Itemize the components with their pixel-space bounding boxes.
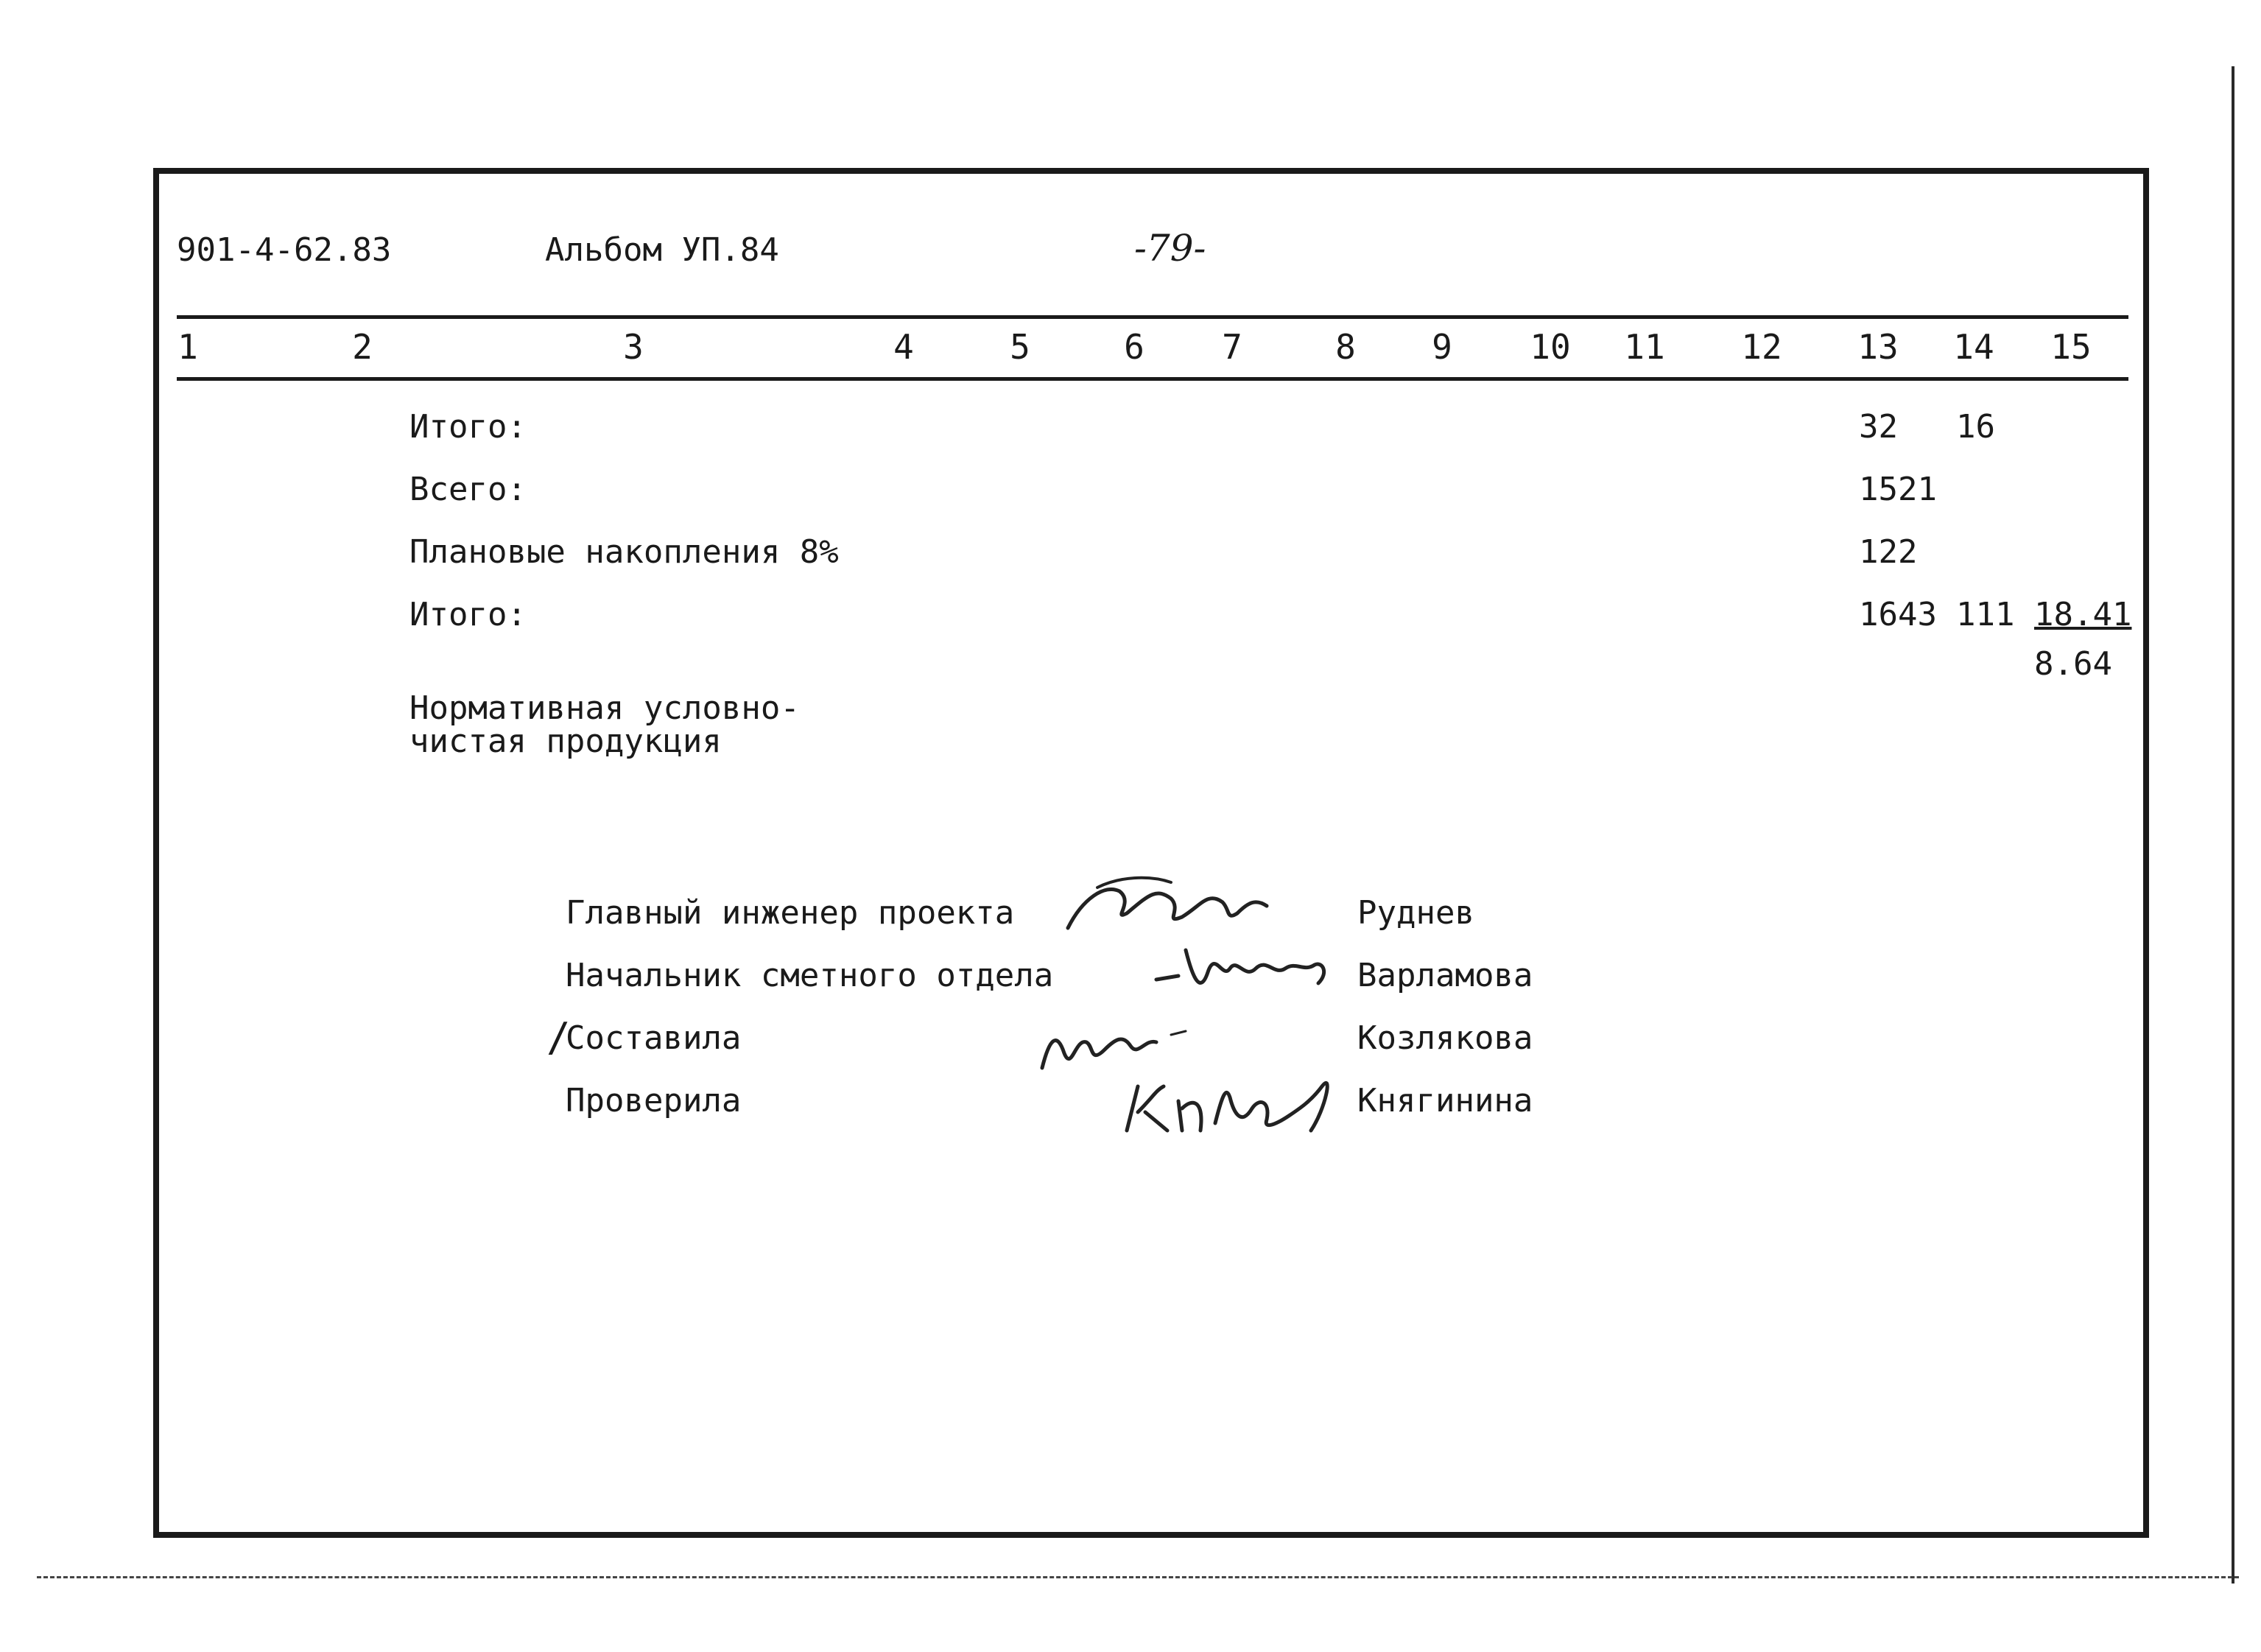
note-line-1: Нормативная условно- bbox=[409, 689, 800, 727]
col-header-5: 5 bbox=[1010, 327, 1030, 367]
col-header-7: 7 bbox=[1222, 327, 1242, 367]
col-header-9: 9 bbox=[1432, 327, 1452, 367]
page-number: -79- bbox=[1134, 227, 1206, 270]
row-value-14: 111 bbox=[1956, 596, 2015, 633]
row-value-13: 32 bbox=[1859, 408, 1898, 446]
col-header-2: 2 bbox=[352, 327, 373, 367]
signature-role: Проверила bbox=[566, 1082, 742, 1120]
row-label: Плановые накопления 8% bbox=[409, 533, 839, 571]
cut-line bbox=[37, 1576, 2239, 1578]
col-header-10: 10 bbox=[1530, 327, 1571, 367]
col-header-15: 15 bbox=[2050, 327, 2092, 367]
col-header-6: 6 bbox=[1124, 327, 1144, 367]
doc-code: 901-4-62.83 bbox=[177, 231, 392, 269]
header-rule-top bbox=[177, 315, 2128, 319]
handwritten-signature-2 bbox=[1149, 935, 1340, 1009]
row-value-13: 1521 bbox=[1859, 471, 1937, 508]
row-value-13: 122 bbox=[1859, 533, 1918, 571]
signature-role: Составила bbox=[566, 1019, 742, 1057]
signature-name: Козлякова bbox=[1357, 1019, 1533, 1057]
row-value-13: 1643 bbox=[1859, 596, 1937, 633]
col-header-8: 8 bbox=[1335, 327, 1356, 367]
col-header-1: 1 bbox=[177, 327, 198, 367]
margin-tick: / bbox=[546, 1014, 571, 1061]
document-frame bbox=[153, 168, 2149, 1538]
signature-name: Варламова bbox=[1357, 957, 1533, 994]
signature-name: Княгинина bbox=[1357, 1082, 1533, 1120]
col-header-14: 14 bbox=[1953, 327, 1994, 367]
col-header-4: 4 bbox=[893, 327, 914, 367]
row-value-15: 18.41 bbox=[2034, 596, 2132, 633]
album-label: Альбом УП.84 bbox=[545, 231, 779, 269]
row-label: Итого: bbox=[409, 596, 527, 633]
signature-role: Главный инженер проекта bbox=[566, 894, 1015, 932]
header-rule-bottom bbox=[177, 377, 2128, 381]
col-header-12: 12 bbox=[1741, 327, 1782, 367]
row-value-15-sub: 8.64 bbox=[2034, 645, 2112, 683]
signature-role: Начальник сметного отдела bbox=[566, 957, 1054, 994]
row-value-14: 16 bbox=[1956, 408, 1995, 446]
col-header-11: 11 bbox=[1624, 327, 1665, 367]
signature-name: Руднев bbox=[1357, 894, 1474, 932]
handwritten-signature-4 bbox=[1112, 1057, 1355, 1145]
row-label: Итого: bbox=[409, 408, 527, 446]
col-header-3: 3 bbox=[623, 327, 644, 367]
col-header-13: 13 bbox=[1857, 327, 1899, 367]
note-line-2: чистая продукция bbox=[409, 723, 722, 760]
sheet-edge-line bbox=[2232, 66, 2234, 1584]
row-label: Всего: bbox=[409, 471, 527, 508]
